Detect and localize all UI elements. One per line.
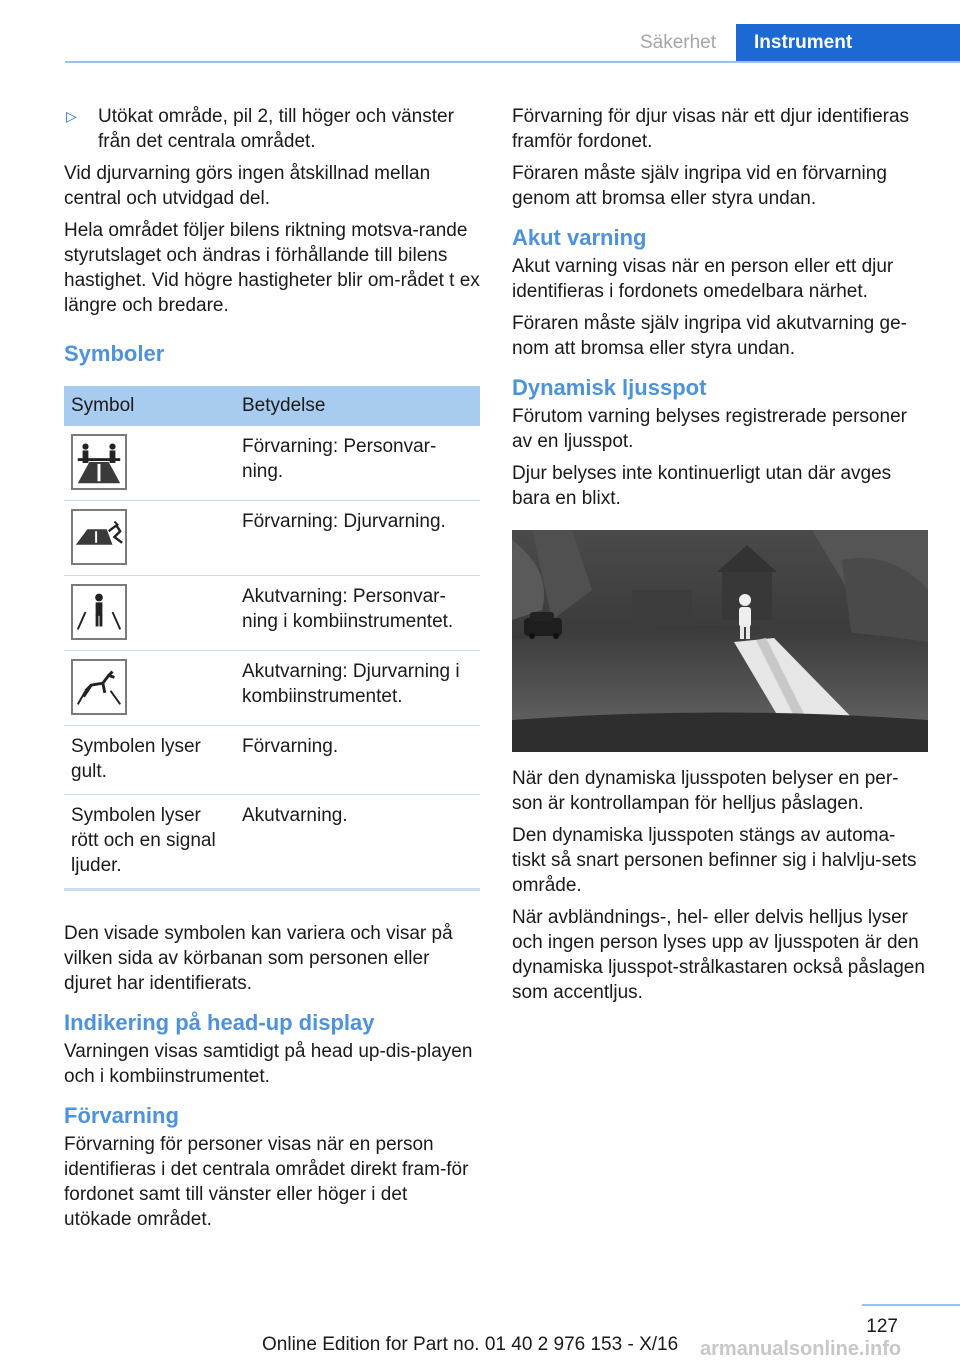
table-row xyxy=(64,795,480,890)
meaning-cell: Akutvarning: Djurvarning i kombiinstrumentet. xyxy=(235,651,480,726)
table-header-row xyxy=(64,386,480,426)
bullet-text: Utökat område, pil 2, till höger och vänster från det centrala området. xyxy=(98,106,454,152)
left-column xyxy=(64,104,480,1239)
meaning-cell: Förvarning: Djurvarning. xyxy=(235,501,480,576)
table-row xyxy=(64,576,480,651)
symbol-cell: Symbolen lyser rött och en signal ljuder. xyxy=(64,795,235,890)
paragraph: Föraren måste själv ingripa vid en förvarning genom att bromsa eller styra undan. xyxy=(512,163,887,209)
person-prewarning-icon xyxy=(71,434,127,490)
paragraph: Den dynamiska ljusspoten stängs av automa-tiskt så snart personen befinner sig i halvlju-sets område. xyxy=(512,825,917,896)
paragraph: Vid djurvarning görs ingen åtskillnad mellan central och utvidgad del. xyxy=(64,163,431,209)
paragraph: Varningen visas samtidigt på head up-dis-playen och i kombiinstrumentet. xyxy=(64,1041,473,1087)
column-header-betydelse: Betydelse xyxy=(235,386,480,426)
triangle-bullet-icon: ▷ xyxy=(66,108,77,124)
paragraph: När avbländnings-, hel- eller delvis helljus lyser och ingen person lyses upp av ljusspoten är den dynamiska ljusspot-strålkastaren också påslagen som accentljus. xyxy=(512,907,925,1003)
bullet-item xyxy=(64,104,480,154)
meaning-cell: Akutvarning. xyxy=(235,795,480,890)
heading-akut-varning: Akut varning xyxy=(512,225,647,250)
night-road-illustration xyxy=(512,530,928,752)
column-header-symbol: Symbol xyxy=(64,386,235,426)
heading-dynamisk-ljusspot: Dynamisk ljusspot xyxy=(512,375,707,400)
paragraph: När den dynamiska ljusspoten belyser en per-son är kontrollampan för helljus påslagen. xyxy=(512,768,899,814)
table-row xyxy=(64,501,480,576)
meaning-cell: Förvarning: Personvar-ning. xyxy=(235,426,480,501)
table-row xyxy=(64,426,480,501)
meaning-cell: Akutvarning: Personvar-ning i kombiinstrumentet. xyxy=(235,576,480,651)
paragraph: Djur belyses inte kontinuerligt utan där avges bara en blixt. xyxy=(512,463,892,509)
table-row xyxy=(64,726,480,795)
animal-acute-warning-icon xyxy=(71,659,127,715)
right-column xyxy=(512,104,928,1012)
heading-forvarning: Förvarning xyxy=(64,1103,179,1128)
animal-prewarning-icon xyxy=(71,509,127,565)
paragraph: Akut varning visas när en person eller ett djur identifieras i fordonets omedelbara närhet. xyxy=(512,256,894,302)
tab-instrument[interactable]: Instrument xyxy=(736,24,960,62)
paragraph: Den visade symbolen kan variera och visar på vilken sida av körbanan som personen eller djuret har identifierats. xyxy=(64,923,453,994)
symbol-cell: Symbolen lyser gult. xyxy=(64,726,235,795)
table-row xyxy=(64,651,480,726)
page-number: 127 xyxy=(866,1316,898,1337)
paragraph: Förvarning för djur visas när ett djur identifieras framför fordonet. xyxy=(512,106,910,152)
person-acute-warning-icon xyxy=(71,584,127,640)
paragraph: Föraren måste själv ingripa vid akutvarning ge-nom att bromsa eller styra undan. xyxy=(512,313,907,359)
watermark: armanualsonline.info xyxy=(700,1338,902,1360)
tab-sakerhet[interactable]: Säkerhet xyxy=(639,32,717,53)
paragraph: Förvarning för personer visas när en person identifieras i det centrala området direkt fram-för fordonet samt till vänster eller höger i det utökade området. xyxy=(64,1134,469,1230)
paragraph: Hela området följer bilens riktning motsva-rande styrutslaget och ändras i förhållande till bilens hastighet. Vid högre hastigheter blir om-rådet t ex längre och bredare. xyxy=(64,220,480,316)
meaning-cell: Förvarning. xyxy=(235,726,480,795)
header-rule xyxy=(65,61,960,63)
paragraph: Förutom varning belyses registrerade personer av en ljusspot. xyxy=(512,406,907,452)
footer-rule xyxy=(862,1304,960,1306)
heading-symboler: Symboler xyxy=(64,341,165,366)
heading-head-up-display: Indikering på head-up display xyxy=(64,1010,375,1035)
symbol-table xyxy=(64,386,480,891)
edition-text: Online Edition for Part no. 01 40 2 976 153 - X/16 xyxy=(262,1334,679,1355)
